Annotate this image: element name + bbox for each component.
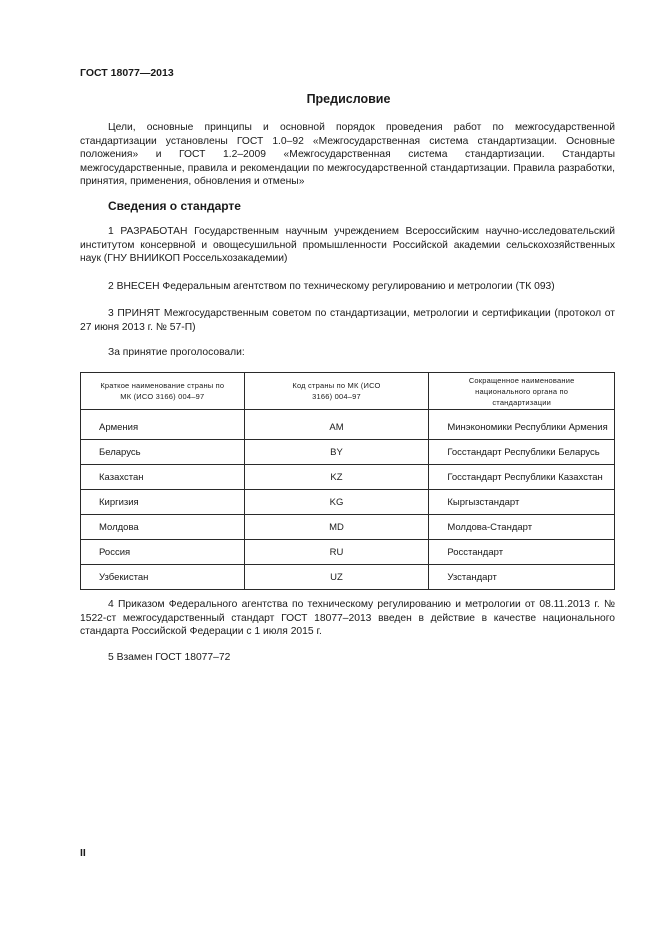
code-cell: MD: [244, 515, 429, 540]
code-cell: BY: [244, 440, 429, 465]
code-cell: UZ: [244, 565, 429, 590]
code-cell: KZ: [244, 465, 429, 490]
code-cell: AM: [244, 415, 429, 440]
body-cell: Молдова-Стандарт: [429, 515, 615, 540]
code-cell: RU: [244, 540, 429, 565]
table-row: [81, 515, 615, 540]
body-cell: Госстандарт Республики Беларусь: [429, 440, 615, 465]
item-4-paragraph: 4 Приказом Федерального агентства по техническому регулированию и метрологии от 08.11.2013 г. № 1522-ст межгосударственный стандарт ГОСТ 18077–2013 введен в действие в качестве национального стандарта Российской Федерации с 1 июля 2015 г.: [80, 599, 615, 638]
country-cell: Узбекистан: [81, 565, 245, 590]
country-cell: Киргизия: [81, 490, 245, 515]
column-header-code: Код страны по МК (ИСО 3166) 004–97: [244, 373, 429, 410]
table-row: [81, 415, 615, 440]
body-cell: Кыргызстандарт: [429, 490, 615, 515]
page-number: II: [80, 847, 86, 859]
column-header-country: Краткое наименование страны по МК (ИСО 3166) 004–97: [81, 373, 245, 410]
country-cell: Россия: [81, 540, 245, 565]
body-cell: Узстандарт: [429, 565, 615, 590]
item-5-paragraph: 5 Взамен ГОСТ 18077–72: [108, 652, 231, 663]
code-cell: KG: [244, 490, 429, 515]
body-cell: Минэкономики Республики Армения: [429, 415, 615, 440]
country-cell: Беларусь: [81, 440, 245, 465]
countries-table: [80, 372, 615, 590]
body-cell: Росстандарт: [429, 540, 615, 565]
table-row: [81, 465, 615, 490]
table-row: [81, 440, 615, 465]
table-row: [81, 565, 615, 590]
section-title: Сведения о стандарте: [108, 199, 241, 213]
table-row: [81, 540, 615, 565]
country-cell: Армения: [81, 415, 245, 440]
item-3-paragraph: 3 ПРИНЯТ Межгосударственным советом по стандартизации, метрологии и сертификации (протокол от 27 июня 2013 г. № 57-П): [80, 308, 615, 333]
table-row: [81, 490, 615, 515]
body-cell: Госстандарт Республики Казахстан: [429, 465, 615, 490]
country-cell: Молдова: [81, 515, 245, 540]
column-header-body: Сокращенное наименование национального органа по стандартизации: [429, 373, 615, 410]
page-title: Предисловие: [306, 92, 391, 106]
item-2-paragraph: 2 ВНЕСЕН Федеральным агентством по техническому регулированию и метрологии (ТК 093): [108, 281, 555, 292]
intro-paragraph: Цели, основные принципы и основной порядок проведения работ по межгосударственной стандартизации установлены ГОСТ 1.0–92 «Межгосударственная система стандартизации. Основные положения» и ГОСТ 1.2–2009 «Межгосударственная система стандартизации. Стандарты межгосударственные, правила и рекомендации по межгосударственной стандартизации. Правила разработки, принятия, применения, обновления и отмены»: [80, 122, 615, 188]
country-cell: Казахстан: [81, 465, 245, 490]
voted-label: За принятие проголосовали:: [108, 347, 245, 358]
document-header: ГОСТ 18077—2013: [80, 67, 174, 79]
item-1-paragraph: 1 РАЗРАБОТАН Государственным научным учреждением Всероссийским научно-исследовательский институтом консервной и овощесушильной промышленности Российской академии сельскохозяйственных наук (ГНУ ВНИИКОП Россельхозакадемии): [80, 226, 615, 265]
